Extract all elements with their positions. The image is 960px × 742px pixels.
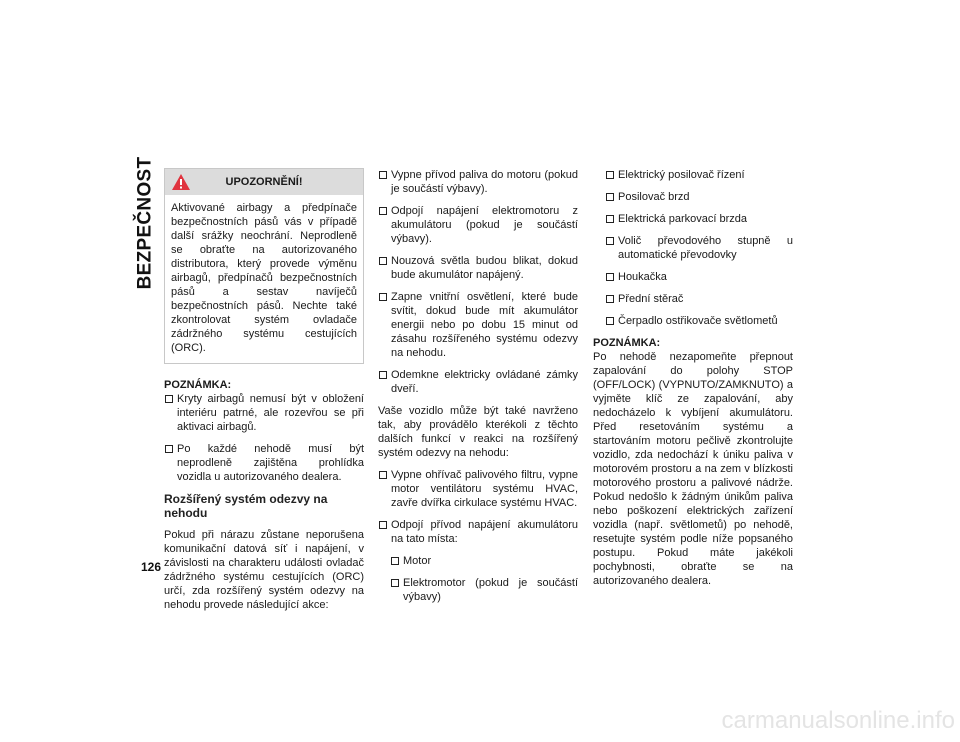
list-item: Odpojí přívod napájení akumulátoru na tato místa: <box>378 518 578 546</box>
column-2 <box>378 168 578 612</box>
column-1 <box>164 168 364 620</box>
sub-list-item: Volič převodového stupně u automatické převodovky <box>605 234 793 262</box>
section-title-text: BEZPEČNOST <box>134 156 156 289</box>
sub-list-item: Elektrický posilovač řízení <box>605 168 793 182</box>
note-label: POZNÁMKA: <box>164 379 232 391</box>
list-item: Vypne přívod paliva do motoru (pokud je součástí výbavy). <box>378 168 578 196</box>
sub-list-item: Motor <box>390 554 578 568</box>
section-intro: Pokud při nárazu zůstane neporušena komunikační datová síť i napájení, v závislosti na charakteru události ovladač zádržného systému cestujících (ORC) určí, zda rozšířený systém odezvy na nehodu provede následující akce: <box>164 529 364 611</box>
list-item: Kryty airbagů nemusí být v obložení interiéru patrné, ale rozevřou se při aktivaci airbagů. <box>164 392 364 434</box>
warning-text: Aktivované airbagy a předpínače bezpečnostních pásů vás v případě další srážky neochrání. Neprodleně se obraťte na autorizovaného distributora, který provede výměnu airbagů, předpínačů bezpečnostních pásů a sestav navíječů bezpečnostních pásů. Nechte také zkontrolovat systém ovladače zádržného systému cestujících (ORC). <box>171 202 357 354</box>
list-item: Odemkne elektricky ovládané zámky dveří. <box>378 368 578 396</box>
sub-list-item: Posilovač brzd <box>605 190 793 204</box>
section-heading: Rozšířený systém odezvy na nehodu <box>164 492 328 520</box>
list-item: Nouzová světla budou blikat, dokud bude akumulátor napájený. <box>378 254 578 282</box>
list-item: Vypne ohřívač palivového filtru, vypne motor ventilátoru systému HVAC, zavře dvířka cirkulace systému HVAC. <box>378 468 578 510</box>
sub-list-item: Čerpadlo ostřikovače světlometů <box>605 314 793 328</box>
section-side-title <box>124 150 166 295</box>
warning-triangle-icon <box>171 173 191 191</box>
warning-header <box>165 169 363 195</box>
note-label: POZNÁMKA: <box>593 337 661 349</box>
list-item: Po každé nehodě musí být neprodleně zajištěna prohlídka vozidla u autorizovaného dealera. <box>164 442 364 484</box>
sub-list-item: Přední stěrač <box>605 292 793 306</box>
page-number: 126 <box>141 560 162 574</box>
warning-box <box>164 168 364 364</box>
watermark: carmanualsonline.info <box>721 707 955 734</box>
warning-title: UPOZORNĚNÍ! <box>225 176 303 188</box>
list-item: Odpojí napájení elektromotoru z akumulátoru (pokud je součástí výbavy). <box>378 204 578 246</box>
list-item: Zapne vnitřní osvětlení, které bude svítit, dokud bude mít akumulátor energii nebo po dobu 15 minut od zásahu rozšířeného systému odezvy na nehodu. <box>378 290 578 360</box>
sub-list-item: Elektrická parkovací brzda <box>605 212 793 226</box>
sub-list-item: Elektromotor (pokud je součástí výbavy) <box>390 576 578 604</box>
paragraph: Vaše vozidlo může být také navrženo tak, aby provádělo kterékoli z těchto dalších funkcí v reakci na rozšířený systém odezvy na nehodu: <box>378 405 578 459</box>
sub-list-item: Houkačka <box>605 270 793 284</box>
note-text: Po nehodě nezapomeňte přepnout zapalování do polohy STOP (OFF/LOCK) (VYPNUTO/ZAMKNUTO) a vyjměte klíč ze zapalování, aby nedocházelo k vybíjení akumulátoru. Před resetováním systému a startováním motoru pečlivě zkontrolujte vozidlo, zda nedochází k úniku paliva v motorovém prostoru a na zem v blízkosti motorového prostoru a palivové nádrže. Pokud nedošlo k žádným únikům paliva nebo poškození elektrických zařízení vozidla (např. světlometů) po nehodě, resetujte systém podle níže popsaného postupu. Pokud máte jakékoli pochybnosti, obraťte se na autorizovaného dealera. <box>593 351 793 587</box>
column-3 <box>593 168 793 596</box>
